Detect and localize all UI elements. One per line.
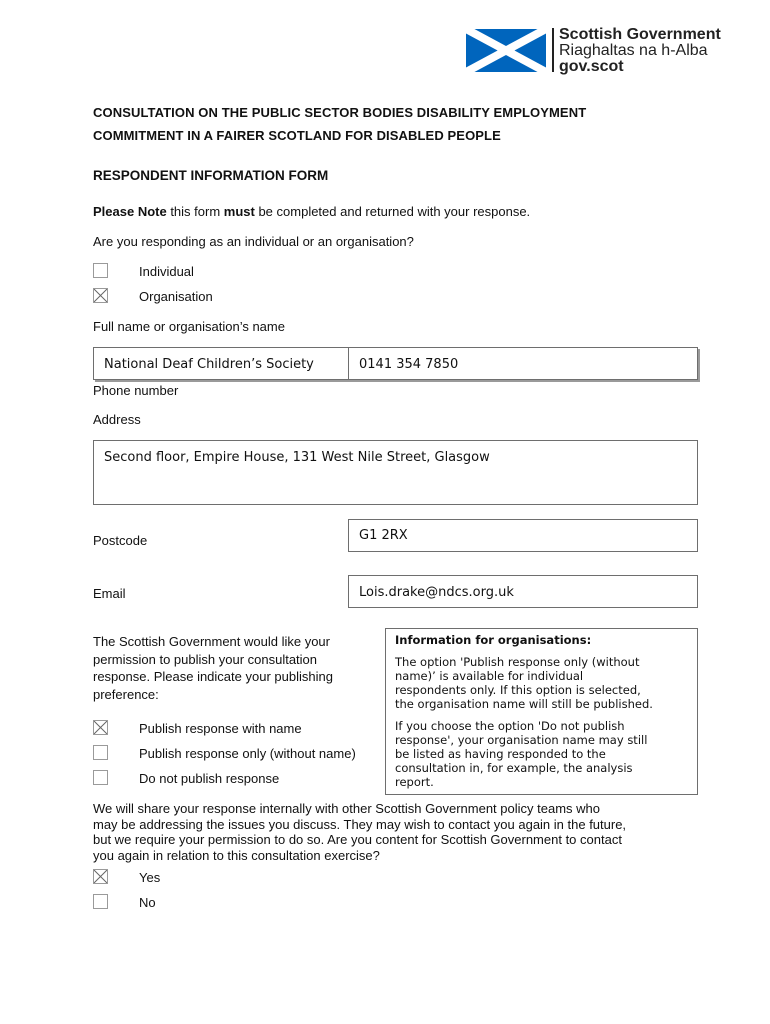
info-line: respondents only. If this option is selected, [395,683,641,697]
logo-line-3: gov.scot [559,58,624,75]
info-line: report. [395,775,434,789]
document-title-line-2: COMMITMENT IN A FAIRER SCOTLAND FOR DISABLED PEOPLE [93,128,501,143]
form-title: RESPONDENT INFORMATION FORM [93,168,329,183]
do-not-publish-label: Do not publish response [139,771,280,786]
publish-intro-line: permission to publish your consultation [93,651,318,667]
share-line: may be addressing the issues you discuss. They may wish to contact you again in the future, [93,816,627,832]
check-x-icon [94,721,107,734]
individual-checkbox[interactable] [93,263,108,278]
phone-field[interactable] [348,347,698,380]
share-line: but we require your permission to do so. Are you content for Scottish Government to contact [93,832,622,847]
note-bold-1: Please Note [93,204,167,219]
name-label: Full name or organisation’s name [93,319,285,334]
share-permission-text [93,801,626,863]
consent-yes-label: Yes [139,870,161,885]
postcode-label: Postcode [93,533,148,548]
respondent-question: Are you responding as an individual or an organisation? [93,234,414,249]
organisation-label: Organisation [139,289,213,304]
consent-no-label: No [139,895,156,910]
email-label: Email [93,586,126,601]
document-title-line-1: CONSULTATION ON THE PUBLIC SECTOR BODIES DISABILITY EMPLOYMENT [93,105,587,120]
info-box-paragraph-2 [395,719,688,789]
address-field[interactable] [93,440,698,505]
info-line: If you choose the option 'Do not publish [395,719,625,733]
postcode-value: G1 2RX [359,528,408,543]
info-line: response', your organisation name may still [395,733,648,747]
publish-intro [93,633,333,703]
logo-line-2: Riaghaltas na h-Alba [559,42,708,59]
phone-value: 0141 354 7850 [359,357,459,372]
publish-without-name-checkbox[interactable] [93,745,108,760]
address-value: Second floor, Empire House, 131 West Nile Street, Glasgow [104,450,490,465]
organisation-info-box [385,628,698,795]
info-line: the organisation name will still be published. [395,697,653,711]
phone-label: Phone number [93,383,179,398]
note-text-2: be completed and returned with your response. [254,204,531,219]
publish-with-name-label: Publish response with name [139,721,302,736]
note-bold-2: must [223,204,255,219]
publish-with-name-checkbox[interactable] [93,720,108,735]
publish-intro-line: preference: [93,686,159,702]
email-field[interactable] [348,575,698,608]
note-text-1: this form [166,204,224,219]
check-x-icon [94,289,107,302]
share-line: We will share your response internally with other Scottish Government policy teams who [93,801,600,816]
logo-line-1: Scottish Government [559,26,721,43]
name-value: National Deaf Children’s Society [104,357,314,372]
organisation-checkbox[interactable] [93,288,108,303]
email-value: Lois.drake@ndcs.org.uk [359,585,514,600]
publish-without-name-label: Publish response only (without name) [139,746,356,761]
postcode-field[interactable] [348,519,698,552]
name-field[interactable] [93,347,349,380]
logo [466,28,738,74]
please-note [93,204,530,219]
check-x-icon [94,870,107,883]
info-line: name)’ is available for individual [395,669,584,683]
info-box-heading: Information for organisations: [395,633,592,647]
saltire-flag-icon [466,29,546,72]
share-line: you again in relation to this consultation exercise? [93,847,380,863]
consent-no-checkbox[interactable] [93,894,108,909]
info-line: The option 'Publish response only (without [395,655,640,669]
publish-intro-line: response. Please indicate your publishing [93,669,333,684]
publish-intro-line: The Scottish Government would like your [93,634,330,649]
info-line: be listed as having responded to the [395,747,606,761]
info-box-paragraph-1 [395,655,688,711]
info-line: consultation in, for example, the analysis [395,761,633,775]
individual-label: Individual [139,264,194,279]
logo-divider [552,28,554,72]
consent-yes-checkbox[interactable] [93,869,108,884]
address-label: Address [93,412,141,427]
do-not-publish-checkbox[interactable] [93,770,108,785]
